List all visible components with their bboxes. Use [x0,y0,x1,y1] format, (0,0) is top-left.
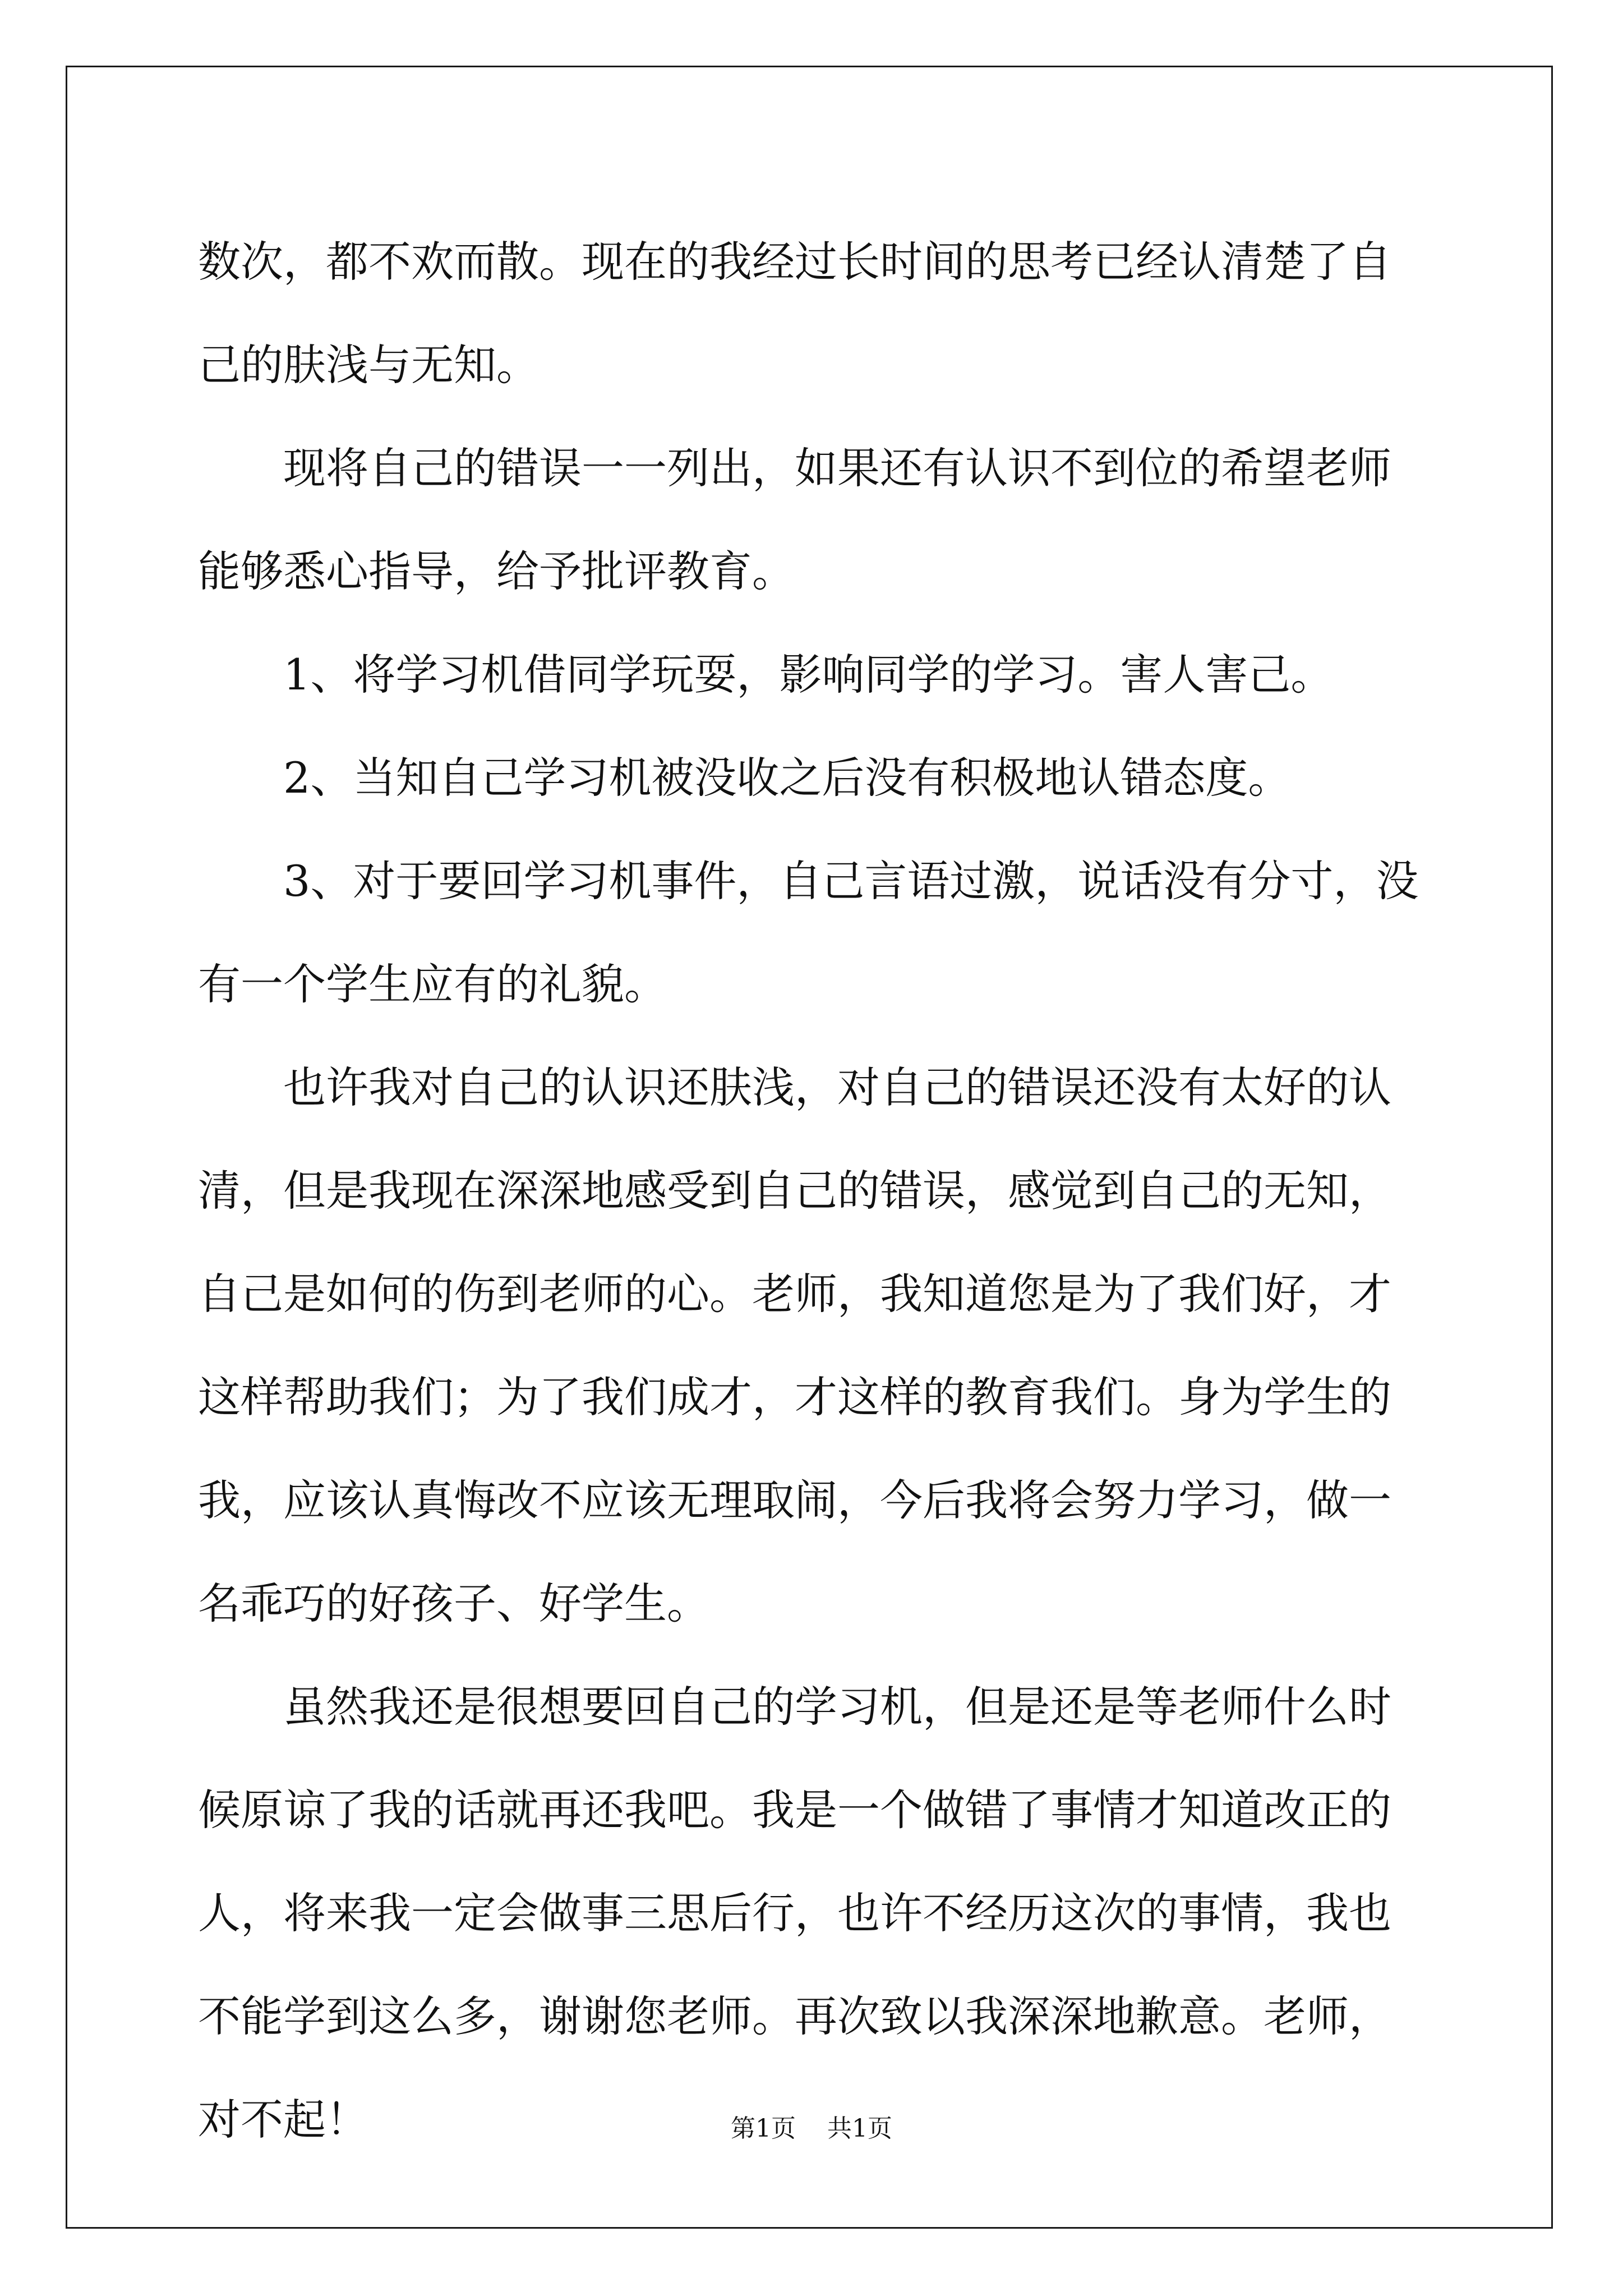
list-item: 1、将学习机借同学玩耍，影响同学的学习。害人害己。 [283,650,1334,700]
document-body [198,210,1432,2171]
page-number: 第1页 [731,2114,796,2143]
list-item: 2、当知自己学习机被没收之后没有积极地认错态度。 [283,753,1291,803]
page-total: 共1页 [827,2114,892,2143]
list-item: 3、对于要回学习机事件，自己言语过激，说话没有分寸，没有一个学生应有的礼貌。 [198,856,1419,1009]
page-footer [0,2112,1623,2146]
paragraph: 数次，都不欢而散。现在的我经过长时间的思考已经认清楚了自己的肤浅与无知。 [198,237,1391,390]
paragraph: 虽然我还是很想要回自己的学习机，但是还是等老师什么时候原谅了我的话就再还我吧。我是一个做错了事情才知道改正的人，将来我一定会做事三思后行，也许不经历这次的事情，我也不能学到这么多，谢谢您老师。再次致以我深深地歉意。老师，对不起！ [198,1682,1391,2145]
paragraph: 也许我对自己的认识还肤浅，对自己的错误还没有太好的认清，但是我现在深深地感受到自己的错误，感觉到自己的无知，自己是如何的伤到老师的心。老师，我知道您是为了我们好，才这样帮助我们；为了我们成才，才这样的教育我们。身为学生的我，应该认真悔改不应该无理取闹，今后我将会努力学习，做一名乖巧的好孩子、好学生。 [198,1062,1391,1628]
paragraph: 现将自己的错误一一列出，如果还有认识不到位的希望老师能够悉心指导，给予批评教育。 [198,443,1391,596]
